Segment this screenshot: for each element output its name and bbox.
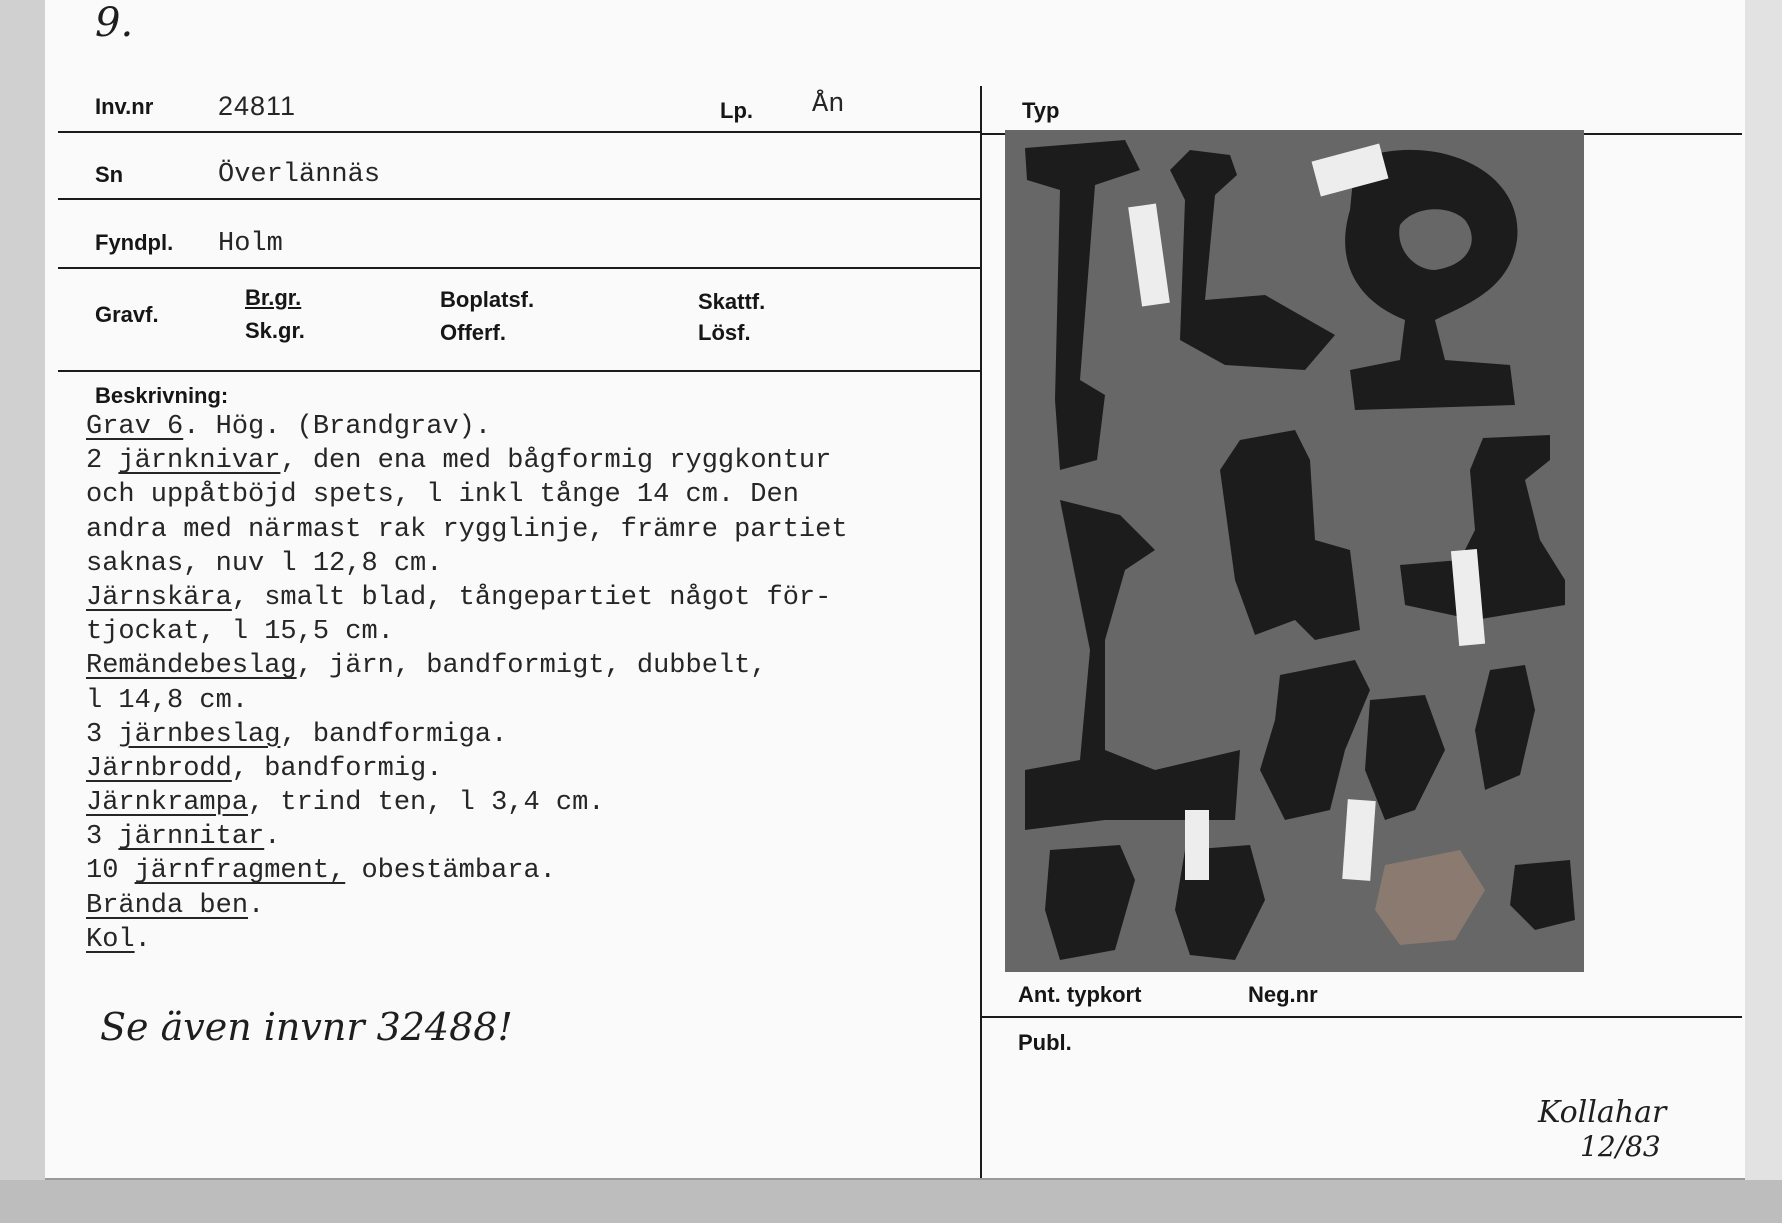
label-tag-2 bbox=[1128, 204, 1170, 307]
fyndpl-label: Fyndpl. bbox=[95, 230, 174, 255]
inv-nr-label: Inv.nr bbox=[95, 94, 154, 119]
sn-value: Överlännäs bbox=[218, 160, 381, 190]
description-line bbox=[86, 581, 848, 615]
publ-label: Publ. bbox=[1018, 1030, 1072, 1055]
description-line bbox=[86, 889, 848, 923]
description-line-text: och uppåtböjd spets, l inkl tånge 14 cm. Den bbox=[86, 480, 799, 511]
fyndpl-value: Holm bbox=[218, 229, 283, 259]
inv-nr-value: 24811 bbox=[218, 91, 297, 121]
typ-label: Typ bbox=[1022, 98, 1060, 123]
description-line-text: , bandformig. bbox=[231, 753, 443, 784]
losf-label: Lösf. bbox=[698, 320, 751, 345]
skattf-label: Skattf. bbox=[698, 289, 766, 314]
description-line-text: obestämbara. bbox=[345, 856, 556, 887]
description-line bbox=[86, 752, 848, 786]
scan-border-bottom bbox=[0, 1180, 1782, 1223]
ant-typkort-label: Ant. typkort bbox=[1018, 982, 1142, 1007]
iron-fragment-3 bbox=[1475, 665, 1535, 790]
sn-label: Sn bbox=[95, 162, 124, 187]
iron-objects bbox=[1025, 140, 1575, 960]
rule-gravf bbox=[58, 370, 980, 372]
iron-knife-2 bbox=[1170, 150, 1335, 370]
description-item-name: Järnkrampa bbox=[86, 788, 249, 819]
description-text bbox=[86, 410, 848, 957]
description-line-text: , järn, bandformigt, dubbelt, bbox=[296, 651, 767, 682]
description-line-text: andra med närmast rak rygglinje, främre partiet bbox=[86, 514, 848, 545]
description-item-name: Järnbrodd bbox=[86, 753, 232, 784]
description-line-prefix: 3 bbox=[86, 822, 119, 853]
description-line-text: . bbox=[264, 822, 281, 853]
scan-border-right bbox=[1745, 0, 1782, 1223]
description-line-text: . Hög. (Brandgrav). bbox=[183, 412, 492, 442]
lp-value: Ån bbox=[812, 90, 845, 120]
description-line-text: . bbox=[134, 924, 151, 955]
description-line bbox=[86, 718, 848, 752]
iron-strap-mount bbox=[1400, 435, 1565, 620]
description-item-name: järnknivar bbox=[118, 446, 281, 477]
rule-sn bbox=[58, 198, 980, 200]
sk-gr-label: Sk.gr. bbox=[245, 318, 305, 343]
label-tag-4 bbox=[1185, 810, 1209, 880]
iron-fragment-4 bbox=[1045, 845, 1135, 960]
signature-date: 12/83 bbox=[1580, 1130, 1661, 1163]
column-divider bbox=[980, 86, 982, 1178]
description-item-name: Järnskära bbox=[86, 582, 232, 613]
description-line bbox=[86, 478, 848, 512]
description-item-name: järnfragment, bbox=[134, 856, 346, 887]
description-line bbox=[86, 547, 848, 581]
description-line-text: , trind ten, l 3,4 cm. bbox=[248, 788, 605, 819]
rule-inv bbox=[58, 131, 980, 133]
iron-shears bbox=[1025, 500, 1240, 830]
iron-loop-object bbox=[1220, 430, 1360, 640]
description-item-name: järnbeslag bbox=[118, 719, 281, 750]
description-label: Beskrivning: bbox=[95, 383, 229, 408]
description-line-text: . bbox=[248, 890, 265, 921]
rule-ant-typkort bbox=[982, 1016, 1742, 1018]
iron-fragment-6 bbox=[1510, 860, 1575, 930]
description-line bbox=[86, 410, 848, 444]
description-line bbox=[86, 854, 848, 888]
burnt-bone-fragment bbox=[1375, 850, 1485, 945]
gravf-label: Gravf. bbox=[95, 302, 159, 327]
description-line-text: tjockat, l 15,5 cm. bbox=[86, 617, 394, 648]
description-line bbox=[86, 684, 848, 718]
rule-fyndpl bbox=[58, 267, 980, 269]
description-line bbox=[86, 444, 848, 478]
artifact-photograph bbox=[1005, 130, 1584, 972]
iron-fragment-1 bbox=[1260, 660, 1370, 820]
description-item-name: Grav 6 bbox=[86, 412, 184, 442]
lp-label: Lp. bbox=[720, 98, 753, 123]
artifact-photo-drawing bbox=[1005, 130, 1584, 972]
card-number: 9. bbox=[95, 0, 134, 46]
description-line-prefix: 2 bbox=[86, 446, 119, 477]
boplatsf-label: Boplatsf. bbox=[440, 287, 535, 312]
iron-knife-1 bbox=[1025, 140, 1140, 470]
handwritten-note: Se även invnr 32488! bbox=[100, 1005, 513, 1049]
description-line-text: , den ena med bågformig ryggkontur bbox=[280, 446, 832, 477]
description-line-text: saknas, nuv l 12,8 cm. bbox=[86, 548, 443, 579]
br-gr-label: Br.gr. bbox=[245, 285, 302, 310]
label-tag-5 bbox=[1342, 799, 1376, 881]
burnt-bone bbox=[1375, 850, 1485, 945]
neg-nr-label: Neg.nr bbox=[1248, 982, 1318, 1007]
description-line bbox=[86, 649, 848, 683]
description-line bbox=[86, 786, 848, 820]
description-line-text: , bandformiga. bbox=[280, 719, 508, 750]
description-line bbox=[86, 923, 848, 957]
iron-ring-mount bbox=[1345, 150, 1517, 410]
description-line bbox=[86, 513, 848, 547]
description-line bbox=[86, 615, 848, 649]
description-item-name: Brända ben bbox=[86, 890, 249, 921]
description-line-text: l 14,8 cm. bbox=[86, 685, 249, 716]
description-item-name: järnnitar bbox=[118, 822, 265, 853]
description-line bbox=[86, 820, 848, 854]
offerf-label: Offerf. bbox=[440, 320, 506, 345]
signature-name: Kollahar bbox=[1538, 1095, 1667, 1130]
description-line-prefix: 3 bbox=[86, 719, 119, 750]
description-item-name: Kol bbox=[86, 924, 135, 955]
description-item-name: Remändebeslag bbox=[86, 651, 297, 682]
scan-border-left bbox=[0, 0, 45, 1223]
iron-fragment-2 bbox=[1365, 695, 1445, 820]
description-line-text: , smalt blad, tångepartiet något för- bbox=[231, 582, 832, 613]
description-line-prefix: 10 bbox=[86, 856, 135, 887]
